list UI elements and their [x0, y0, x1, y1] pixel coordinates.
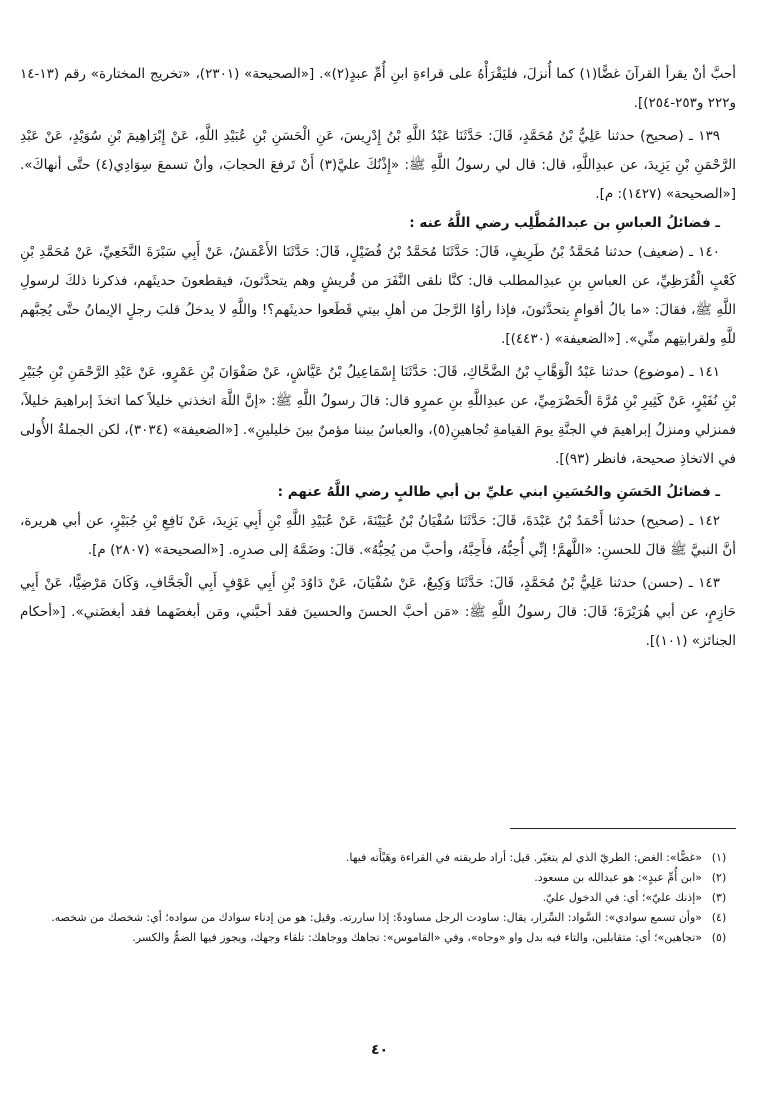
section-heading-hasan-husain: ـ فضائلُ الحَسَنِ والحُسَينِ ابني عليِّ بن أبي طالبٍ رضي اللَّهُ عنهم : — [277, 484, 720, 500]
hadith-140: ١٤٠ ـ (ضعيف) حدثنا مُحَمَّدُ بْنُ طَرِيفٍ، قَالَ: حَدَّثَنَا مُحَمَّدُ بْنُ فُضَيْلٍ، قَالَ: حَدَّثَنَا الأَعْمَشُ، عَنْ أَبِي سَبْرَةَ النَّخَعِيِّ، عَنْ مُحَمَّدِ بْنِ كَعْبٍ الْقُرَظِيِّ، عن العباسِ بنِ عبدِالمطلب قال: كنَّا نلقى النَّفَرَ من قُريشٍ وهم يتحدَّثونَ، فيقطعونَ حديثَهم، فذكرنا ذلكَ لرسولِ اللَّهِ ﷺ، فقالَ: «ما بالُ أقوامٍ يتحدَّثونَ، فإذا رأوُا الرَّجلَ من أهلِ بيتي قَطَعوا حديثَهم؟! واللَّهِ لا يدخلُ قلبَ رجلٍ الإيمانُ حتَّى يُحِبَّهم للَّهِ ولقرابتِهم منِّي». [«الضعيفة» (٤٤٣٠)]. — [20, 244, 736, 347]
footnote-text: «ابن أُمِّ عبدٍ»: هو عبدالله بن مسعود. — [534, 871, 702, 884]
footnote-number: (٢) — [711, 871, 727, 884]
footnote-text: «غضًّا»: الغض: الطريّ الذي لم يتغيّر. قيل: أراد طريقته في القراءة وهَيْأَته فيها. — [345, 851, 702, 864]
footnote — [20, 908, 736, 928]
footnote-number: (١) — [711, 851, 727, 864]
footnote — [20, 868, 736, 888]
paragraph-continuation: أحبَّ أنْ يقرأ القرآنَ غضًّا(١) كما أُنزلَ، فليَقْرَأْهُ على قراءةِ ابنِ أُمِّ عبدٍ(٢)». [«الصحيحة» (٢٣٠١)، «تخريج المختارة» رقم (١٣-١٤ و٢٢٢ و٢٥٣-٢٥٤)]. — [20, 66, 737, 111]
hadith-143: ١٤٣ ـ (حسن) حدثنا عَلِيُّ بْنُ مُحَمَّدٍ، قَالَ: حَدَّثَنَا وَكِيعٌ، عَنْ سُفْيَانَ، عَنْ دَاوُدَ بْنِ أَبِي عَوْفٍ أَبِي الْجَحَّافِ، وَكَانَ مَرْضِيًّا، عَنْ أَبِي حَازِمٍ، عن أبي هُرَيْرَةَ؛ قَالَ: قالَ رسولُ اللَّهِ ﷺ: «مَن أحبَّ الحسنَ والحسينَ فقد أحبَّني، ومَن أبغضَهما فقد أبغضَني». [«أحكام الجنائز» (١٠١)]. — [20, 575, 736, 649]
footnote-text: «إذنك عليّ»؛ أي: في الدخول عليّ. — [542, 891, 702, 904]
section-heading-abbas: ـ فضائلُ العباسِ بن عبدالمُطَّلِب رضي اللَّهُ عنه : — [409, 215, 720, 231]
footnote — [20, 848, 736, 868]
footnote — [20, 928, 736, 948]
footnote-number: (٣) — [711, 891, 727, 904]
footnotes — [20, 848, 736, 948]
hadith-142: ١٤٢ ـ (صحيح) حدثنا أَحْمَدُ بْنُ عَبْدَةَ، قَالَ: حَدَّثَنَا سُفْيَانُ بْنُ عُيَيْنَةَ، عَنْ عُبَيْدِ اللَّهِ بْنِ أَبِي يَزِيدَ، عَنْ نَافِعِ بْنِ جُبَيْرٍ، عن أبي هريرة، أنَّ النبيَّ ﷺ قالَ للحسنِ: «اللَّهمَّ! إنِّي أُحِبُّهُ، فأَحِبَّهُ، وأحبَّ من يُحِبُّهُ». قالَ: وضَمَّهُ إلى صدرِه. [«الصحيحة» (٢٨٠٧) م]. — [20, 513, 736, 558]
hadith-139: ١٣٩ ـ (صحيح) حدثنا عَلِيُّ بْنُ مُحَمَّدٍ، قَالَ: حَدَّثَنَا عَبْدُ اللَّهِ بْنُ إِدْرِيسَ، عَنِ الْحَسَنِ بْنِ عُبَيْدِ اللَّهِ، عَنْ إِبْرَاهِيمَ بْنِ سُوَيْدٍ، عَنْ عَبْدِ الرَّحْمَنِ بْنِ يَزِيدَ، عن عبدِاللَّهِ، قال: قال لي رسولُ اللَّهِ ﷺ: «إِذْنُكَ عليَّ(٣) أَنْ تَرفعَ الحجابَ، وأنْ تسمعَ سِوَادِي(٤) حتَّى أنهاكَ». [«الصحيحة» (١٤٢٧): م]. — [20, 128, 736, 202]
footnote-separator — [510, 828, 736, 829]
footnote-text: «وأن تسمع سوادي»: السَّواد: السِّرار، يقال: ساودت الرجل مساودةً: إذا ساررته. وقيل: هو من إدناء سوادك من سواده؛ أي: شخصك من شخصه. — [51, 911, 702, 924]
footnote — [20, 888, 736, 908]
hadith-141: ١٤١ ـ (موضوع) حدثنا عَبْدُ الْوَهَّابِ بْنُ الضَّحَّاكِ، قَالَ: حَدَّثَنَا إِسْمَاعِيلُ بْنُ عَيَّاشٍ، عَنْ صَفْوَانَ بْنِ عَمْرٍو، عَنْ عَبْدِ الرَّحْمَنِ بْنِ جُبَيْرِ بْنِ نُفَيْرٍ، عَنْ كَثِيرِ بْنِ مُرَّةَ الْحَضْرَمِيِّ، عن عبدِاللَّهِ بنِ عمرٍو قال: قالَ رسولُ اللَّهِ ﷺ: «إنَّ اللَّهَ اتخذني خليلاً كما اتخذَ إبراهيمَ خليلاً، فمنزلي ومنزلُ إبراهيمَ في الجنَّةِ يومَ القيامةِ تُجاهينِ(٥)، والعباسُ بيننا مؤمنٌ بينَ خليلينِ». [«الضعيفة» (٣٠٣٤)، لكن الجملةُ الأُولى في الاتخاذِ صحيحة، فانظر (٩٣)]. — [20, 364, 736, 467]
main-text — [20, 60, 736, 656]
footnote-number: (٥) — [711, 931, 727, 944]
footnote-number: (٤) — [711, 911, 727, 924]
footnote-text: «تجاهين»؛ أي: متقابلين، والتاء فيه بدل واو «وجاه»، وفي «القاموس»: تجاهك ووجاهك: تلقاء وجهك، ويجوز فيها الضمُّ والكسر. — [132, 931, 702, 944]
page-number: ٤٠ — [370, 1042, 389, 1058]
